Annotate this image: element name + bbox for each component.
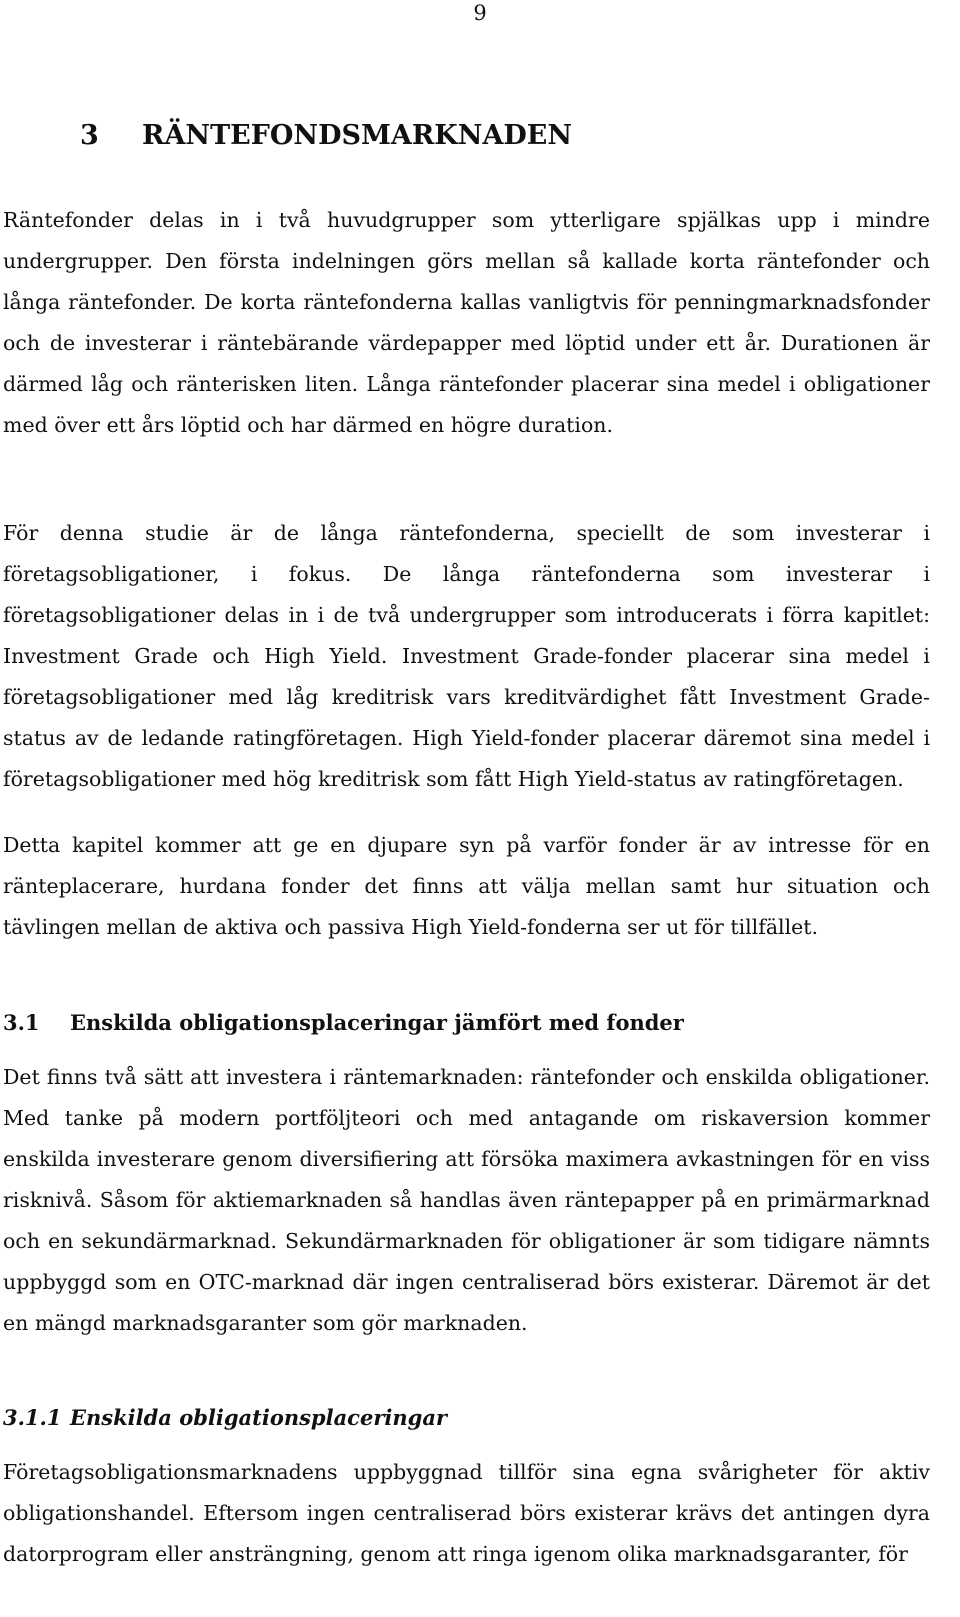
section-title: Enskilda obligationsplaceringar jämfört med fonder: [70, 1010, 684, 1035]
chapter-title: RÄNTEFONDSMARKNADEN: [142, 120, 573, 151]
subsection-paragraph: Företagsobligationsmarknadens uppbyggnad tillför sina egna svårigheter för aktiv obligationshandel. Eftersom ingen centraliserad börs existerar krävs det antingen dyra datorprogram eller ansträngning, genom att ringa igenom olika marknadsgaranter, för: [3, 1460, 930, 1566]
section-number: 3.1: [3, 1010, 40, 1035]
chapter-heading: [80, 118, 572, 154]
body-paragraph-2: För denna studie är de långa räntefonderna, speciellt de som investerar i företagsobligationer, i fokus. De långa räntefonderna som investerar i företagsobligationer delas in i de två undergrupper som introducerats i förra kapitlet: Investment Grade och High Yield. Investment Grade-fonder placerar sina medel i företagsobligationer med låg kreditrisk vars kreditvärdighet fått Investment Grade-status av de ledande ratingföretagen. High Yield-fonder placerar däremot sina medel i företagsobligationer med hög kreditrisk som fått High Yield-status av ratingföretagen.: [3, 521, 930, 791]
subsection-heading: [3, 1403, 447, 1433]
section-paragraph: Det finns två sätt att investera i räntemarknaden: räntefonder och enskilda obligationer. Med tanke på modern portföljteori och med antagande om riskaversion kommer enskilda investerare genom diversifiering att försöka maximera avkastningen för en viss risknivå. Såsom för aktiemarknaden så handlas även räntepapper på en primärmarknad och en sekundärmarknad. Sekundärmarknaden för obligationer är som tidigare nämnts uppbyggd som en OTC-marknad där ingen centraliserad börs existerar. Däremot är det en mängd marknadsgaranter som gör marknaden.: [3, 1065, 930, 1335]
subsection-title: Enskilda obligationsplaceringar: [70, 1405, 447, 1430]
body-paragraph-3: Detta kapitel kommer att ge en djupare syn på varför fonder är av intresse för en ränteplacerare, hurdana fonder det finns att välja mellan samt hur situation och tävlingen mellan de aktiva och passiva High Yield-fonderna ser ut för tillfället.: [3, 833, 930, 939]
page-number: 9: [473, 1, 487, 25]
chapter-number: 3: [80, 120, 99, 151]
subsection-number: 3.1.1: [3, 1405, 62, 1430]
body-paragraph-1: Räntefonder delas in i två huvudgrupper som ytterligare spjälkas upp i mindre undergrupper. Den första indelningen görs mellan så kallade korta räntefonder och långa räntefonder. De korta räntefonderna kallas vanligtvis för penningmarknadsfonder och de investerar i räntebärande värdepapper med löptid under ett år. Durationen är därmed låg och ränterisken liten. Långa räntefonder placerar sina medel i obligationer med över ett års löptid och har därmed en högre duration.: [3, 208, 930, 437]
section-heading: [3, 1008, 684, 1038]
